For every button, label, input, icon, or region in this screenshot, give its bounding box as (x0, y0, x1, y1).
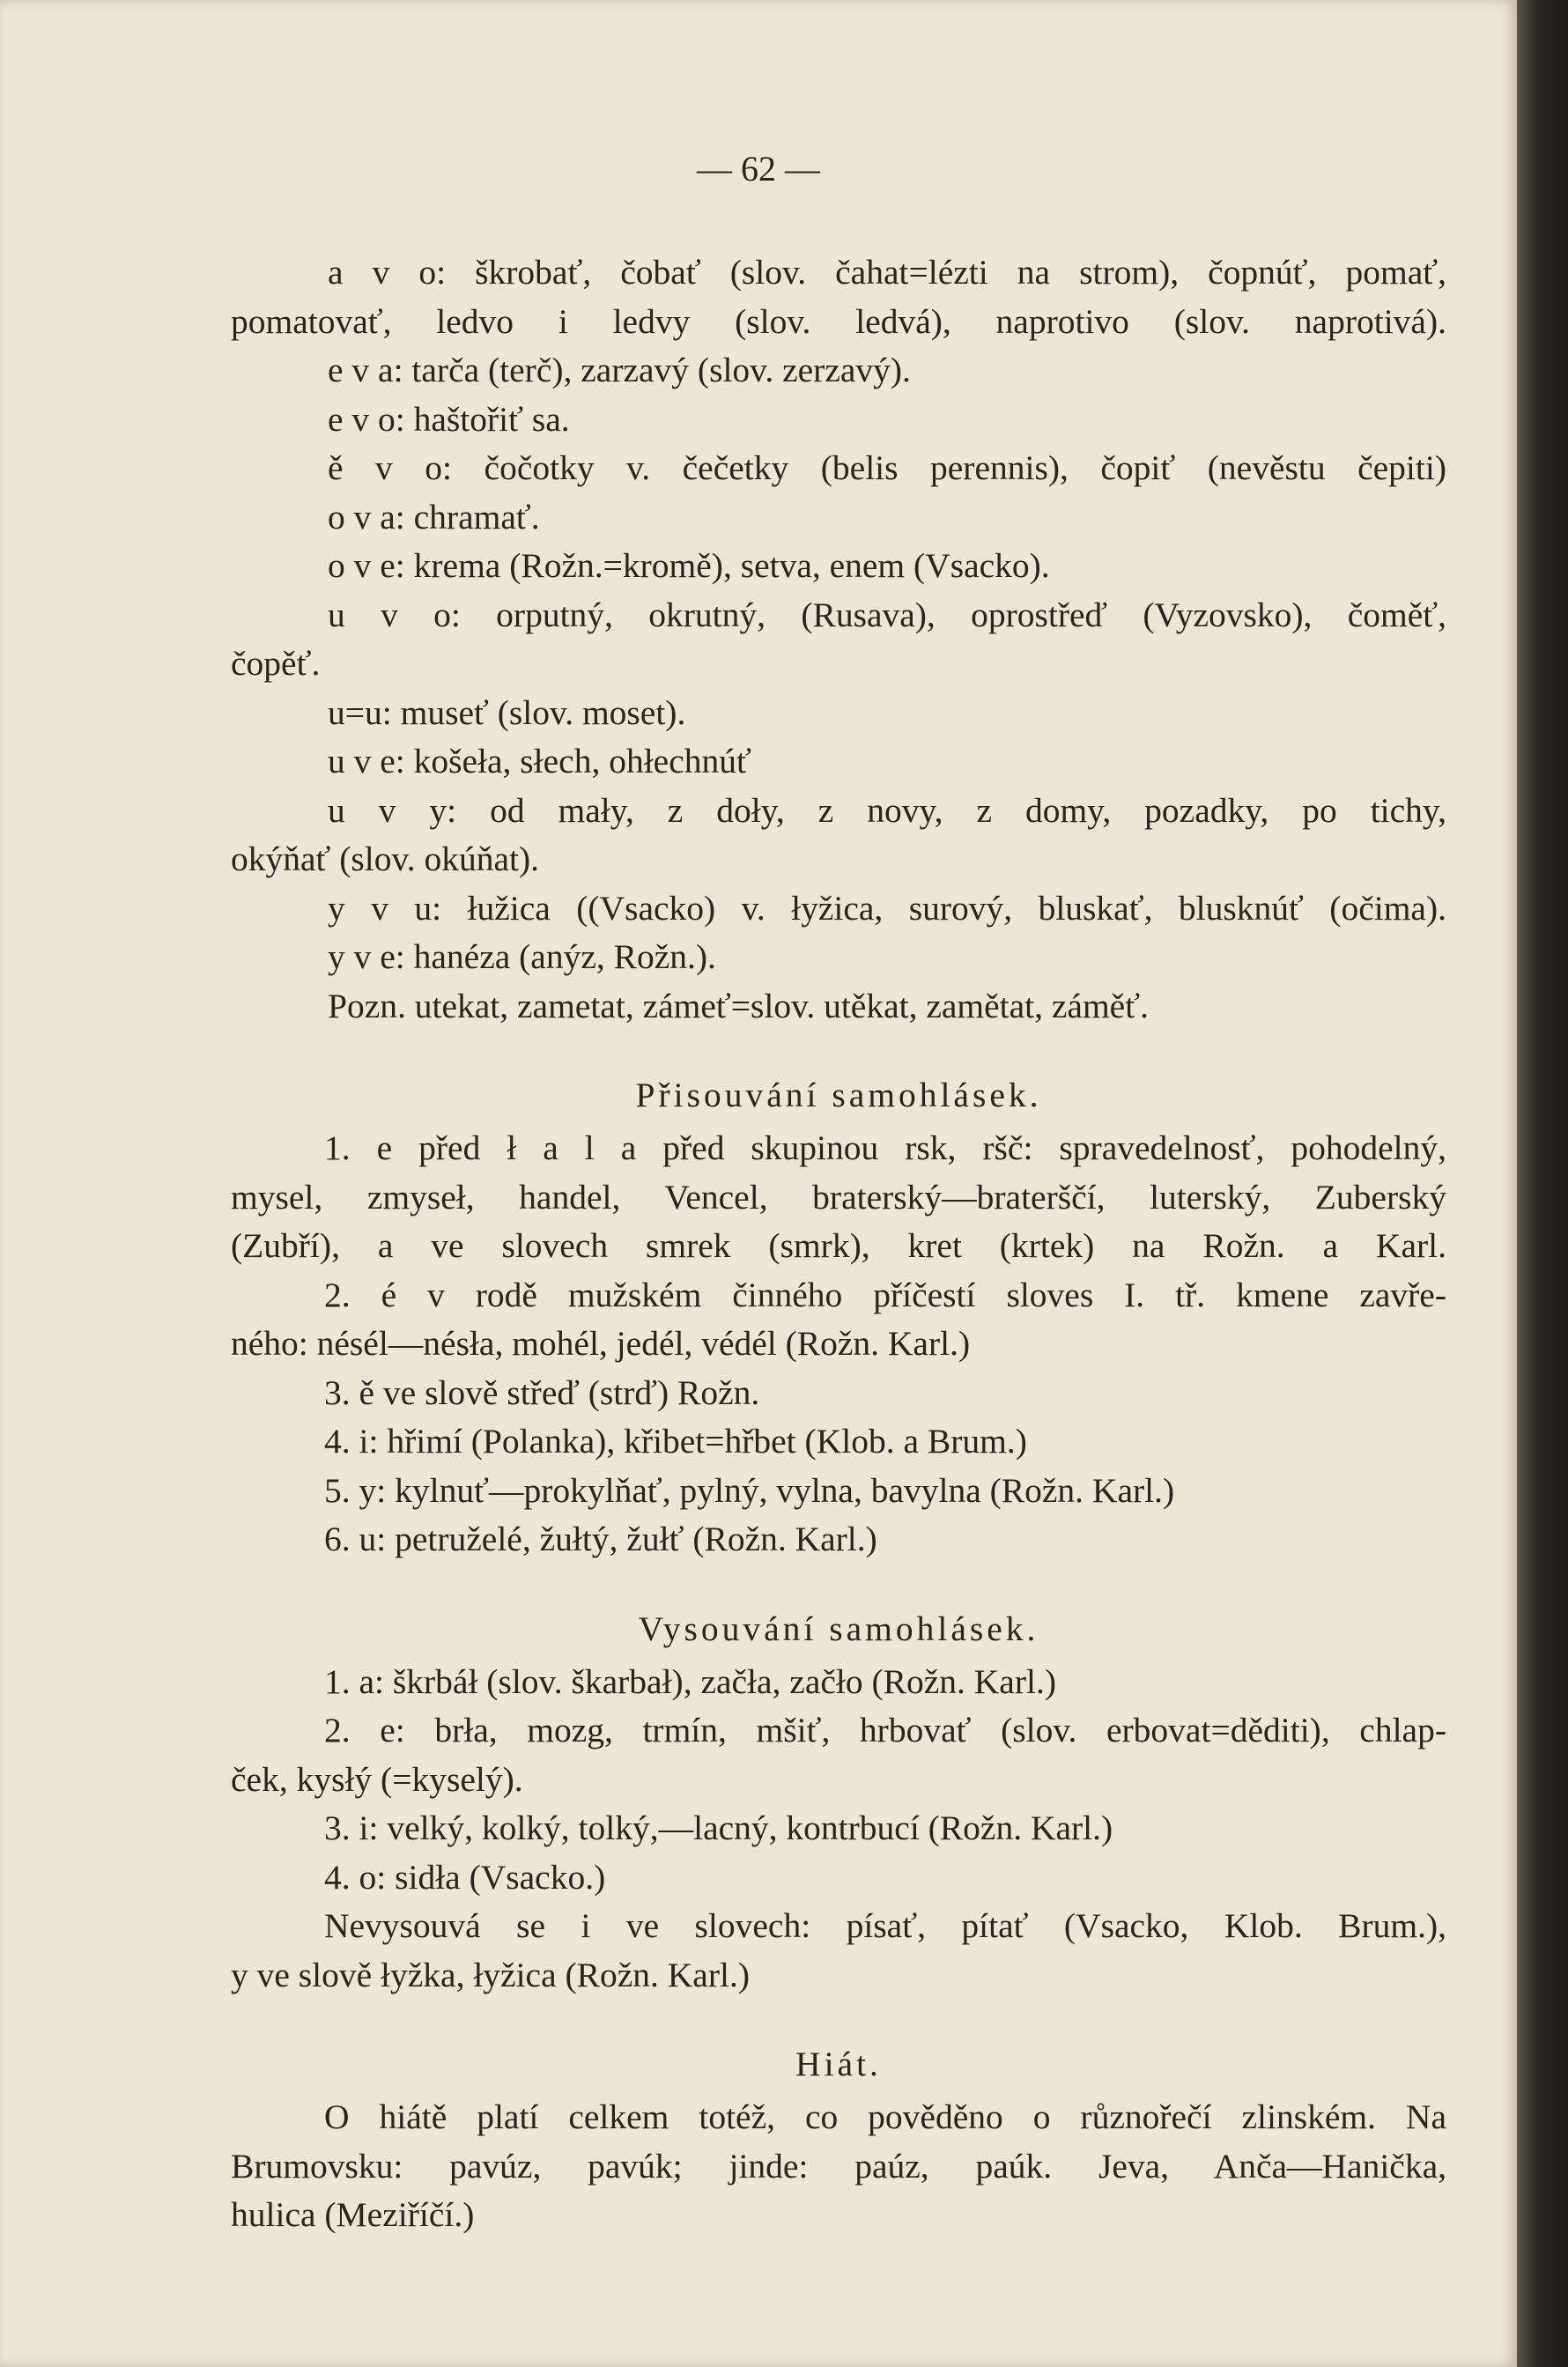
text-line: O hiátě platí celkem totéž, co pověděno o různořečí zlinském. Na (324, 2097, 1446, 2136)
text-line: e v o: haštořiť sa. (328, 399, 570, 439)
section-syncope (231, 1600, 1446, 2001)
text-line: u v y: od mały, z doły, z novy, z domy, pozadky, po tichy, (328, 790, 1446, 830)
page-content (231, 248, 1446, 2240)
text-line: o v e: krema (Rožn.=kromě), setva, enem (Vsacko). (328, 546, 1050, 585)
text-line: čopěť. (231, 644, 321, 683)
text-line: hulica (Meziříčí.) (231, 2195, 475, 2234)
text-line: 3. ě ve slově střeď (strď) Rožn. (324, 1372, 760, 1412)
text-line: Brumovsku: pavúz, pavúk; jinde: paúz, paúk. Jeva, Anča—Hanička, (231, 2146, 1446, 2186)
text-line: u v o: orputný, okrutný, (Rusava), oprostřeď (Vyzovsko), čoměť, (328, 595, 1446, 634)
text-line: ě v o: čočotky v. čečetky (belis perennis), čopiť (nevěstu čepiti) (328, 448, 1446, 487)
text-line: Nevysouvá se i ve slovech: písať, pítať (Vsacko, Klob. Brum.), (324, 1906, 1446, 1945)
text-line: a v o: škrobať, čobať (slov. čahat=lézti na strom), čopnúť, pomať, (328, 253, 1446, 292)
spacer (231, 1564, 1446, 1600)
text-line: 6. u: petruželé, žułtý, žułť (Rožn. Karl.) (324, 1520, 877, 1558)
spacer (231, 2000, 1446, 2035)
text-line: 3. i: velký, kolký, tolký,—lacný, kontrbucí (Rožn. Karl.) (324, 1809, 1113, 1847)
text-line: okýňať (slov. okúňat). (231, 840, 540, 878)
section-heading: Hiát. (795, 2045, 882, 2083)
text-line: e v a: tarča (terč), zarzavý (slov. zerzavý). (328, 351, 911, 389)
text-line: u=u: museť (slov. moset). (328, 692, 686, 732)
text-line: y v u: łužica ((Vsacko) v. łyžica, surový, bluskať, blusknúť (očima). (328, 888, 1446, 928)
spacer (231, 1031, 1446, 1066)
text-line: 2. e: brła, mozg, trmín, mšiť, hrbovať (slov. erbovat=děditi), chlap- (324, 1711, 1446, 1749)
text-line: u v e: košeła, słech, ohłechnúť (328, 742, 751, 780)
text-line: y ve slově łyžka, łyžica (Rožn. Karl.) (231, 1955, 750, 1994)
section-heading: Vysouvání samohlásek. (638, 1609, 1039, 1648)
text-line: 5. y: kylnuť—prokylňať, pylný, vylna, bavylna (Rožn. Karl.) (324, 1470, 1175, 1510)
text-line: o v a: chramať. (328, 497, 540, 536)
text-line: pomatovať, ledvo i ledvy (slov. ledvá), naprotivo (slov. naprotivá). (231, 301, 1446, 341)
book-spine (1517, 0, 1568, 2367)
text-line: (Zubří), a ve slovech smrek (smrk), kret (krtek) na Rožn. a Karl. (231, 1226, 1446, 1265)
text-line: 4. i: hřimí (Polanka), křibet=hřbet (Klob. a Brum.) (324, 1422, 1027, 1461)
section-vowel-changes (231, 248, 1446, 1031)
text-line: 1. a: škrbáł (slov. škarbał), začła, začło (Rožn. Karl.) (324, 1661, 1056, 1701)
text-line: Pozn. utekat, zametat, zámeť=slov. utěkat, zamětat, záměť. (328, 986, 1149, 1025)
text-line: ného: nésél—nésła, mohél, jedél, védél (Rožn. Karl.) (231, 1324, 971, 1363)
section-prothesis (231, 1066, 1446, 1564)
text-line: 4. o: sidła (Vsacko.) (324, 1857, 606, 1897)
section-heading: Přisouvání samohlásek. (635, 1076, 1042, 1114)
text-line: 1. e před ł a l a před skupinou rsk, ršč: spravedelnosť, pohodelný, (324, 1128, 1446, 1167)
page-number: — 62 — (697, 149, 820, 189)
section-hiatus (231, 2035, 1446, 2240)
text-line: y v e: hanéza (anýz, Rožn.). (328, 937, 716, 976)
text-line: 2. é v rodě mužském činného příčestí sloves I. tř. kmene zavře- (324, 1275, 1446, 1314)
text-line: ček, kysłý (=kyselý). (231, 1759, 523, 1799)
text-line: mysel, zmyseł, handel, Vencel, braterský—braterščí, luterský, Zuberský (231, 1177, 1446, 1217)
